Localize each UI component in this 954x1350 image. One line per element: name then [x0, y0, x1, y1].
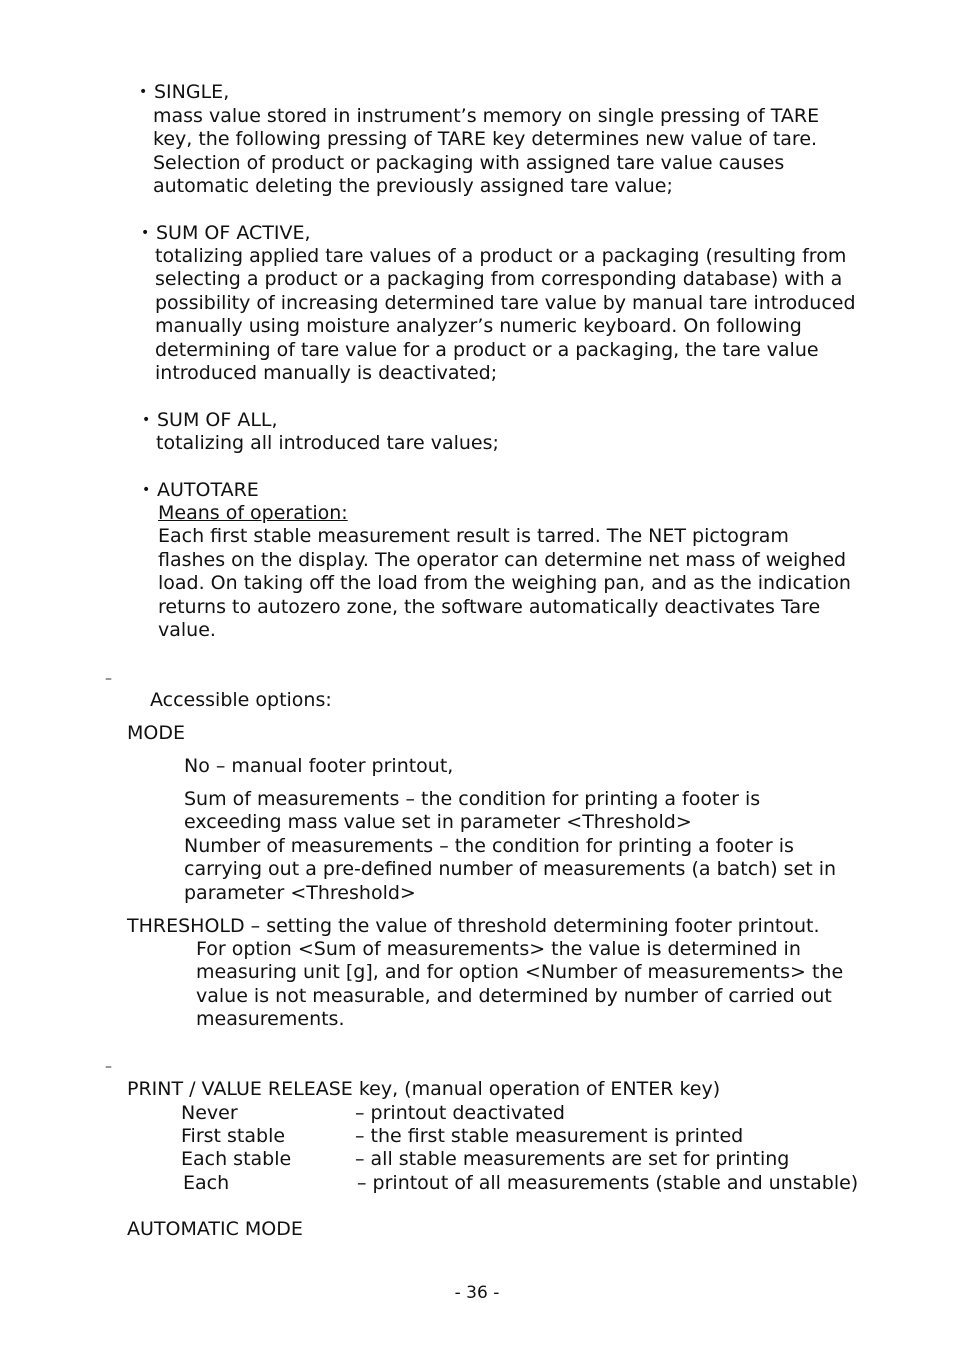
text-line: selecting a product or a packaging from corresponding database) with a	[155, 268, 843, 291]
tare-mode-title: SINGLE,	[154, 81, 230, 103]
bullet-icon: •	[142, 412, 151, 428]
page-number: - 36 -	[454, 1283, 500, 1303]
threshold-heading: THRESHOLD – setting the value of threshold determining footer printout.	[127, 915, 820, 937]
text-line: Each first stable measurement result is tarred. The NET pictogram	[158, 525, 789, 548]
print-option-desc: – all stable measurements are set for printing	[355, 1148, 790, 1170]
text-line: possibility of increasing determined tare value by manual tare introduced	[155, 291, 856, 314]
print-option-desc: – the first stable measurement is printed	[355, 1125, 744, 1147]
print-option-desc: – printout deactivated	[355, 1102, 565, 1124]
text-line: Selection of product or packaging with assigned tare value causes	[153, 151, 785, 174]
bullet-icon: •	[142, 482, 151, 498]
print-option-name: Each	[183, 1172, 230, 1194]
text-line: For option <Sum of measurements> the value is determined in	[196, 938, 801, 960]
tare-mode-description	[153, 105, 819, 199]
tare-mode-title: AUTOTARE	[157, 479, 259, 501]
tare-mode-description	[155, 245, 856, 385]
text-line: automatic deleting the previously assigned tare value;	[153, 175, 673, 198]
text-line: introduced manually is deactivated;	[155, 361, 498, 384]
text-line: value.	[158, 618, 216, 641]
text-line: totalizing all introduced tare values;	[156, 432, 499, 454]
text-line: carrying out a pre-defined number of measurements (a batch) set in	[184, 858, 837, 881]
text-line: measuring unit [g], and for option <Number of measurements> the	[196, 961, 844, 984]
mode-option-descriptions	[184, 788, 836, 905]
text-line: value is not measurable, and determined by number of carried out	[196, 984, 832, 1007]
print-option-name: Never	[181, 1102, 238, 1124]
tare-mode-description	[156, 432, 499, 455]
tare-mode-title: SUM OF ACTIVE,	[156, 222, 311, 244]
accessible-options-label: Accessible options:	[150, 689, 332, 711]
threshold-description	[196, 938, 843, 1032]
text-line: load. On taking off the load from the weighing pan, and as the indication	[158, 572, 851, 595]
section-dash: –	[105, 671, 112, 687]
print-option-name: Each stable	[181, 1148, 292, 1170]
tare-mode-title: SUM OF ALL,	[157, 409, 278, 431]
bullet-icon: •	[141, 225, 150, 241]
print-option-desc: – printout of all measurements (stable and unstable)	[357, 1172, 859, 1194]
text-line: determining of tare value for a product or a packaging, the tare value	[155, 338, 819, 361]
text-line: returns to autozero zone, the software automatically deactivates Tare	[158, 595, 821, 618]
means-of-operation-heading: Means of operation:	[158, 502, 348, 524]
text-line: Sum of measurements – the condition for printing a footer is	[184, 788, 761, 810]
print-option-name: First stable	[181, 1125, 286, 1147]
text-line: flashes on the display. The operator can determine net mass of weighed	[158, 548, 847, 571]
tare-mode-description	[158, 502, 851, 642]
text-line: key, the following pressing of TARE key determines new value of tare.	[153, 128, 818, 151]
text-line: mass value stored in instrument’s memory on single pressing of TARE	[153, 105, 820, 127]
bullet-icon: •	[139, 84, 148, 100]
section-dash: –	[105, 1059, 112, 1075]
text-line: measurements.	[196, 1008, 345, 1031]
text-line: parameter <Threshold>	[184, 881, 416, 904]
text-line: totalizing applied tare values of a product or a packaging (resulting from	[155, 245, 847, 267]
print-key-heading: PRINT / VALUE RELEASE key, (manual operation of ENTER key)	[127, 1078, 721, 1100]
text-line: manually using moisture analyzer’s numeric keyboard. On following	[155, 315, 802, 338]
mode-option-no: No – manual footer printout,	[184, 755, 454, 777]
text-line: Number of measurements – the condition for printing a footer is	[184, 834, 794, 857]
text-line: exceeding mass value set in parameter <Threshold>	[184, 811, 692, 834]
mode-label: MODE	[127, 722, 185, 744]
automatic-mode-heading: AUTOMATIC MODE	[127, 1218, 303, 1240]
